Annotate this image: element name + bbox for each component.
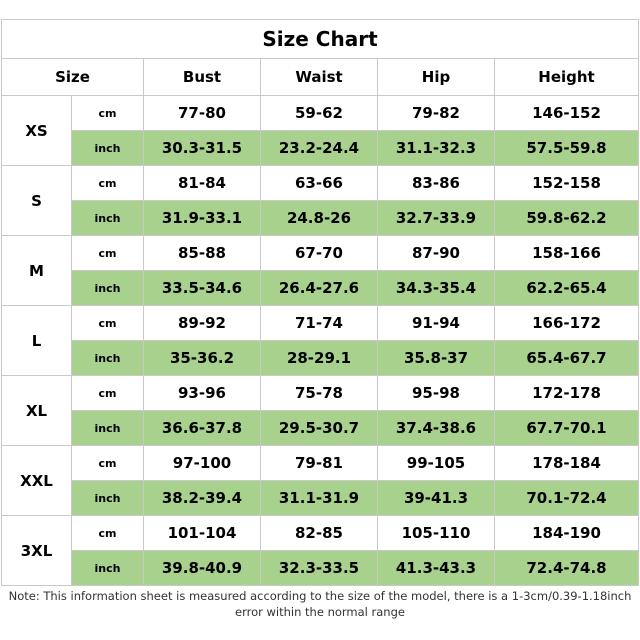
hip-cm-value: 95-98 xyxy=(378,376,495,411)
bust-inch-value: 31.9-33.1 xyxy=(144,201,261,236)
unit-label-inch: inch xyxy=(72,271,144,306)
hip-cm-value: 91-94 xyxy=(378,306,495,341)
waist-cm-value: 63-66 xyxy=(261,166,378,201)
table-row xyxy=(2,131,639,166)
bust-cm-value: 85-88 xyxy=(144,236,261,271)
bust-inch-value: 33.5-34.6 xyxy=(144,271,261,306)
table-row xyxy=(2,516,639,551)
unit-label-inch: inch xyxy=(72,551,144,586)
height-inch-value: 70.1-72.4 xyxy=(495,481,639,516)
unit-label-cm: cm xyxy=(72,446,144,481)
height-inch-value: 65.4-67.7 xyxy=(495,341,639,376)
height-cm-value: 178-184 xyxy=(495,446,639,481)
table-row xyxy=(2,411,639,446)
bust-inch-value: 30.3-31.5 xyxy=(144,131,261,166)
bust-cm-value: 77-80 xyxy=(144,96,261,131)
bust-inch-value: 36.6-37.8 xyxy=(144,411,261,446)
height-inch-value: 62.2-65.4 xyxy=(495,271,639,306)
waist-inch-value: 23.2-24.4 xyxy=(261,131,378,166)
height-inch-value: 59.8-62.2 xyxy=(495,201,639,236)
table-title: Size Chart xyxy=(2,20,639,59)
unit-label-inch: inch xyxy=(72,481,144,516)
waist-cm-value: 79-81 xyxy=(261,446,378,481)
hip-inch-value: 39-41.3 xyxy=(378,481,495,516)
bust-cm-value: 101-104 xyxy=(144,516,261,551)
height-inch-value: 67.7-70.1 xyxy=(495,411,639,446)
height-cm-value: 146-152 xyxy=(495,96,639,131)
unit-label-cm: cm xyxy=(72,516,144,551)
size-table xyxy=(1,19,639,586)
height-cm-value: 158-166 xyxy=(495,236,639,271)
waist-cm-value: 71-74 xyxy=(261,306,378,341)
waist-cm-value: 67-70 xyxy=(261,236,378,271)
bust-cm-value: 89-92 xyxy=(144,306,261,341)
table-row xyxy=(2,236,639,271)
waist-cm-value: 59-62 xyxy=(261,96,378,131)
bust-cm-value: 97-100 xyxy=(144,446,261,481)
waist-inch-value: 28-29.1 xyxy=(261,341,378,376)
unit-label-cm: cm xyxy=(72,376,144,411)
footnote: Note: This information sheet is measured according to the size of the model, there is a 1-3cm/0.39-1.18inch error within the normal range xyxy=(8,589,632,619)
bust-cm-value: 81-84 xyxy=(144,166,261,201)
waist-inch-value: 29.5-30.7 xyxy=(261,411,378,446)
unit-label-inch: inch xyxy=(72,131,144,166)
hip-inch-value: 37.4-38.6 xyxy=(378,411,495,446)
waist-inch-value: 24.8-26 xyxy=(261,201,378,236)
table-row xyxy=(2,271,639,306)
hip-cm-value: 87-90 xyxy=(378,236,495,271)
bust-inch-value: 38.2-39.4 xyxy=(144,481,261,516)
column-header-waist: Waist xyxy=(261,59,378,96)
unit-label-inch: inch xyxy=(72,411,144,446)
unit-label-cm: cm xyxy=(72,236,144,271)
height-cm-value: 166-172 xyxy=(495,306,639,341)
unit-label-cm: cm xyxy=(72,96,144,131)
table-row xyxy=(2,376,639,411)
table-body xyxy=(2,96,639,586)
table-row xyxy=(2,306,639,341)
unit-label-cm: cm xyxy=(72,166,144,201)
waist-inch-value: 31.1-31.9 xyxy=(261,481,378,516)
hip-inch-value: 31.1-32.3 xyxy=(378,131,495,166)
hip-inch-value: 34.3-35.4 xyxy=(378,271,495,306)
column-header-size: Size xyxy=(2,59,144,96)
waist-inch-value: 26.4-27.6 xyxy=(261,271,378,306)
hip-cm-value: 99-105 xyxy=(378,446,495,481)
hip-inch-value: 32.7-33.9 xyxy=(378,201,495,236)
table-row xyxy=(2,446,639,481)
size-label: 3XL xyxy=(2,516,72,586)
height-cm-value: 184-190 xyxy=(495,516,639,551)
bust-cm-value: 93-96 xyxy=(144,376,261,411)
height-inch-value: 72.4-74.8 xyxy=(495,551,639,586)
bust-inch-value: 39.8-40.9 xyxy=(144,551,261,586)
table-row xyxy=(2,551,639,586)
size-label: XL xyxy=(2,376,72,446)
hip-cm-value: 83-86 xyxy=(378,166,495,201)
hip-inch-value: 35.8-37 xyxy=(378,341,495,376)
waist-cm-value: 82-85 xyxy=(261,516,378,551)
size-label: S xyxy=(2,166,72,236)
table-row xyxy=(2,341,639,376)
unit-label-cm: cm xyxy=(72,306,144,341)
table-row xyxy=(2,96,639,131)
column-header-bust: Bust xyxy=(144,59,261,96)
hip-cm-value: 105-110 xyxy=(378,516,495,551)
column-header-height: Height xyxy=(495,59,639,96)
waist-inch-value: 32.3-33.5 xyxy=(261,551,378,586)
height-inch-value: 57.5-59.8 xyxy=(495,131,639,166)
hip-inch-value: 41.3-43.3 xyxy=(378,551,495,586)
hip-cm-value: 79-82 xyxy=(378,96,495,131)
size-label: XXL xyxy=(2,446,72,516)
size-label: M xyxy=(2,236,72,306)
size-label: XS xyxy=(2,96,72,166)
size-label: L xyxy=(2,306,72,376)
unit-label-inch: inch xyxy=(72,341,144,376)
bust-inch-value: 35-36.2 xyxy=(144,341,261,376)
waist-cm-value: 75-78 xyxy=(261,376,378,411)
table-row xyxy=(2,201,639,236)
height-cm-value: 172-178 xyxy=(495,376,639,411)
height-cm-value: 152-158 xyxy=(495,166,639,201)
unit-label-inch: inch xyxy=(72,201,144,236)
column-header-hip: Hip xyxy=(378,59,495,96)
table-row xyxy=(2,166,639,201)
table-row xyxy=(2,481,639,516)
